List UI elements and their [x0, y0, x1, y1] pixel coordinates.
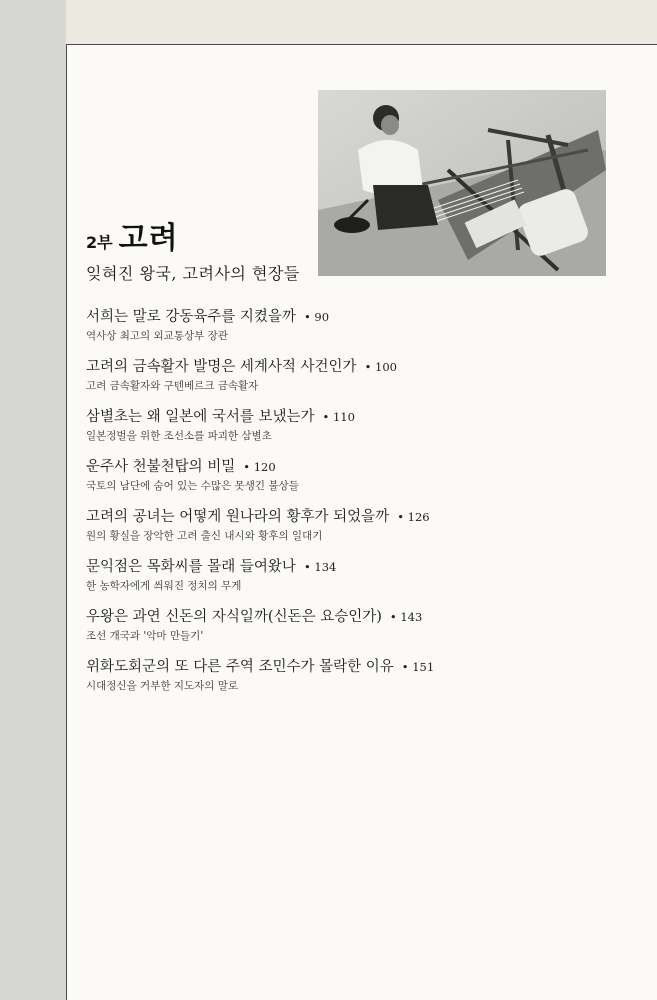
toc-entry-page: • 143	[389, 610, 423, 624]
toc-entry-title: 위화도회군의 또 다른 주역 조민수가 몰락한 이유 • 151	[86, 659, 435, 675]
frame-left-rule	[66, 44, 67, 1000]
toc-entry-page: • 110	[322, 410, 355, 424]
toc-entry-page: • 90	[303, 310, 330, 324]
toc-entry-page: • 134	[303, 560, 337, 574]
toc-entry-subtitle: 원의 황실을 장악한 고려 출신 내시와 황후의 일대기	[86, 530, 323, 542]
page-top-margin-band	[66, 0, 657, 44]
toc-entry[interactable]	[86, 406, 606, 456]
toc-entry[interactable]	[86, 606, 606, 656]
part-title: 고려	[118, 221, 179, 256]
toc-entry[interactable]	[86, 556, 606, 606]
toc-entry-page: • 120	[243, 460, 276, 474]
toc-entry-subtitle: 국토의 남단에 숨어 있는 수많은 못생긴 불상들	[86, 480, 299, 492]
toc-entry-subtitle: 역사상 최고의 외교통상부 장관	[86, 330, 228, 342]
page-left-margin-band	[0, 0, 66, 1000]
frame-top-rule	[66, 44, 657, 45]
toc-entry[interactable]	[86, 356, 606, 406]
part-number: 2부	[86, 233, 113, 252]
toc-entry-page: • 126	[397, 510, 430, 524]
toc-entry-title: 문익점은 목화씨를 몰래 들여왔나 • 134	[86, 559, 337, 575]
toc-entry[interactable]	[86, 506, 606, 556]
toc-entry-title: 운주사 천불천탑의 비밀 • 120	[86, 459, 276, 475]
toc-entry-subtitle: 시대정신을 거부한 지도자의 말로	[86, 680, 239, 692]
toc-entry-subtitle: 조선 개국과 '악마 만들기'	[86, 630, 204, 642]
toc-entry-title: 삼별초는 왜 일본에 국서를 보냈는가 • 110	[86, 409, 355, 425]
toc-entry-page: • 100	[364, 360, 397, 374]
toc-entry-title: 고려의 금속활자 발명은 세계사적 사건인가 • 100	[86, 359, 397, 375]
table-of-contents	[86, 306, 606, 706]
toc-entry-page: • 151	[401, 660, 435, 674]
toc-entry-title: 서희는 말로 강동육주를 지켰을까 • 90	[86, 309, 330, 325]
toc-entry[interactable]	[86, 456, 606, 506]
toc-entry[interactable]	[86, 306, 606, 356]
toc-entry-title: 고려의 공녀는 어떻게 원나라의 황후가 되었을까 • 126	[86, 509, 430, 525]
toc-entry-subtitle: 일본정벌을 위한 조선소를 파괴한 삼별초	[86, 430, 272, 442]
toc-entry-title: 우왕은 과연 신돈의 자식일까(신돈은 요승인가) • 143	[86, 609, 423, 625]
weaving-loom-photo	[318, 90, 606, 276]
part-subtitle: 잊혀진 왕국, 고려사의 현장들	[86, 264, 300, 283]
part-heading	[86, 213, 346, 284]
toc-entry-subtitle: 한 농학자에게 씌워진 정치의 무게	[86, 580, 242, 592]
toc-entry[interactable]	[86, 656, 606, 706]
toc-entry-subtitle: 고려 금속활자와 구텐베르크 금속활자	[86, 380, 259, 392]
